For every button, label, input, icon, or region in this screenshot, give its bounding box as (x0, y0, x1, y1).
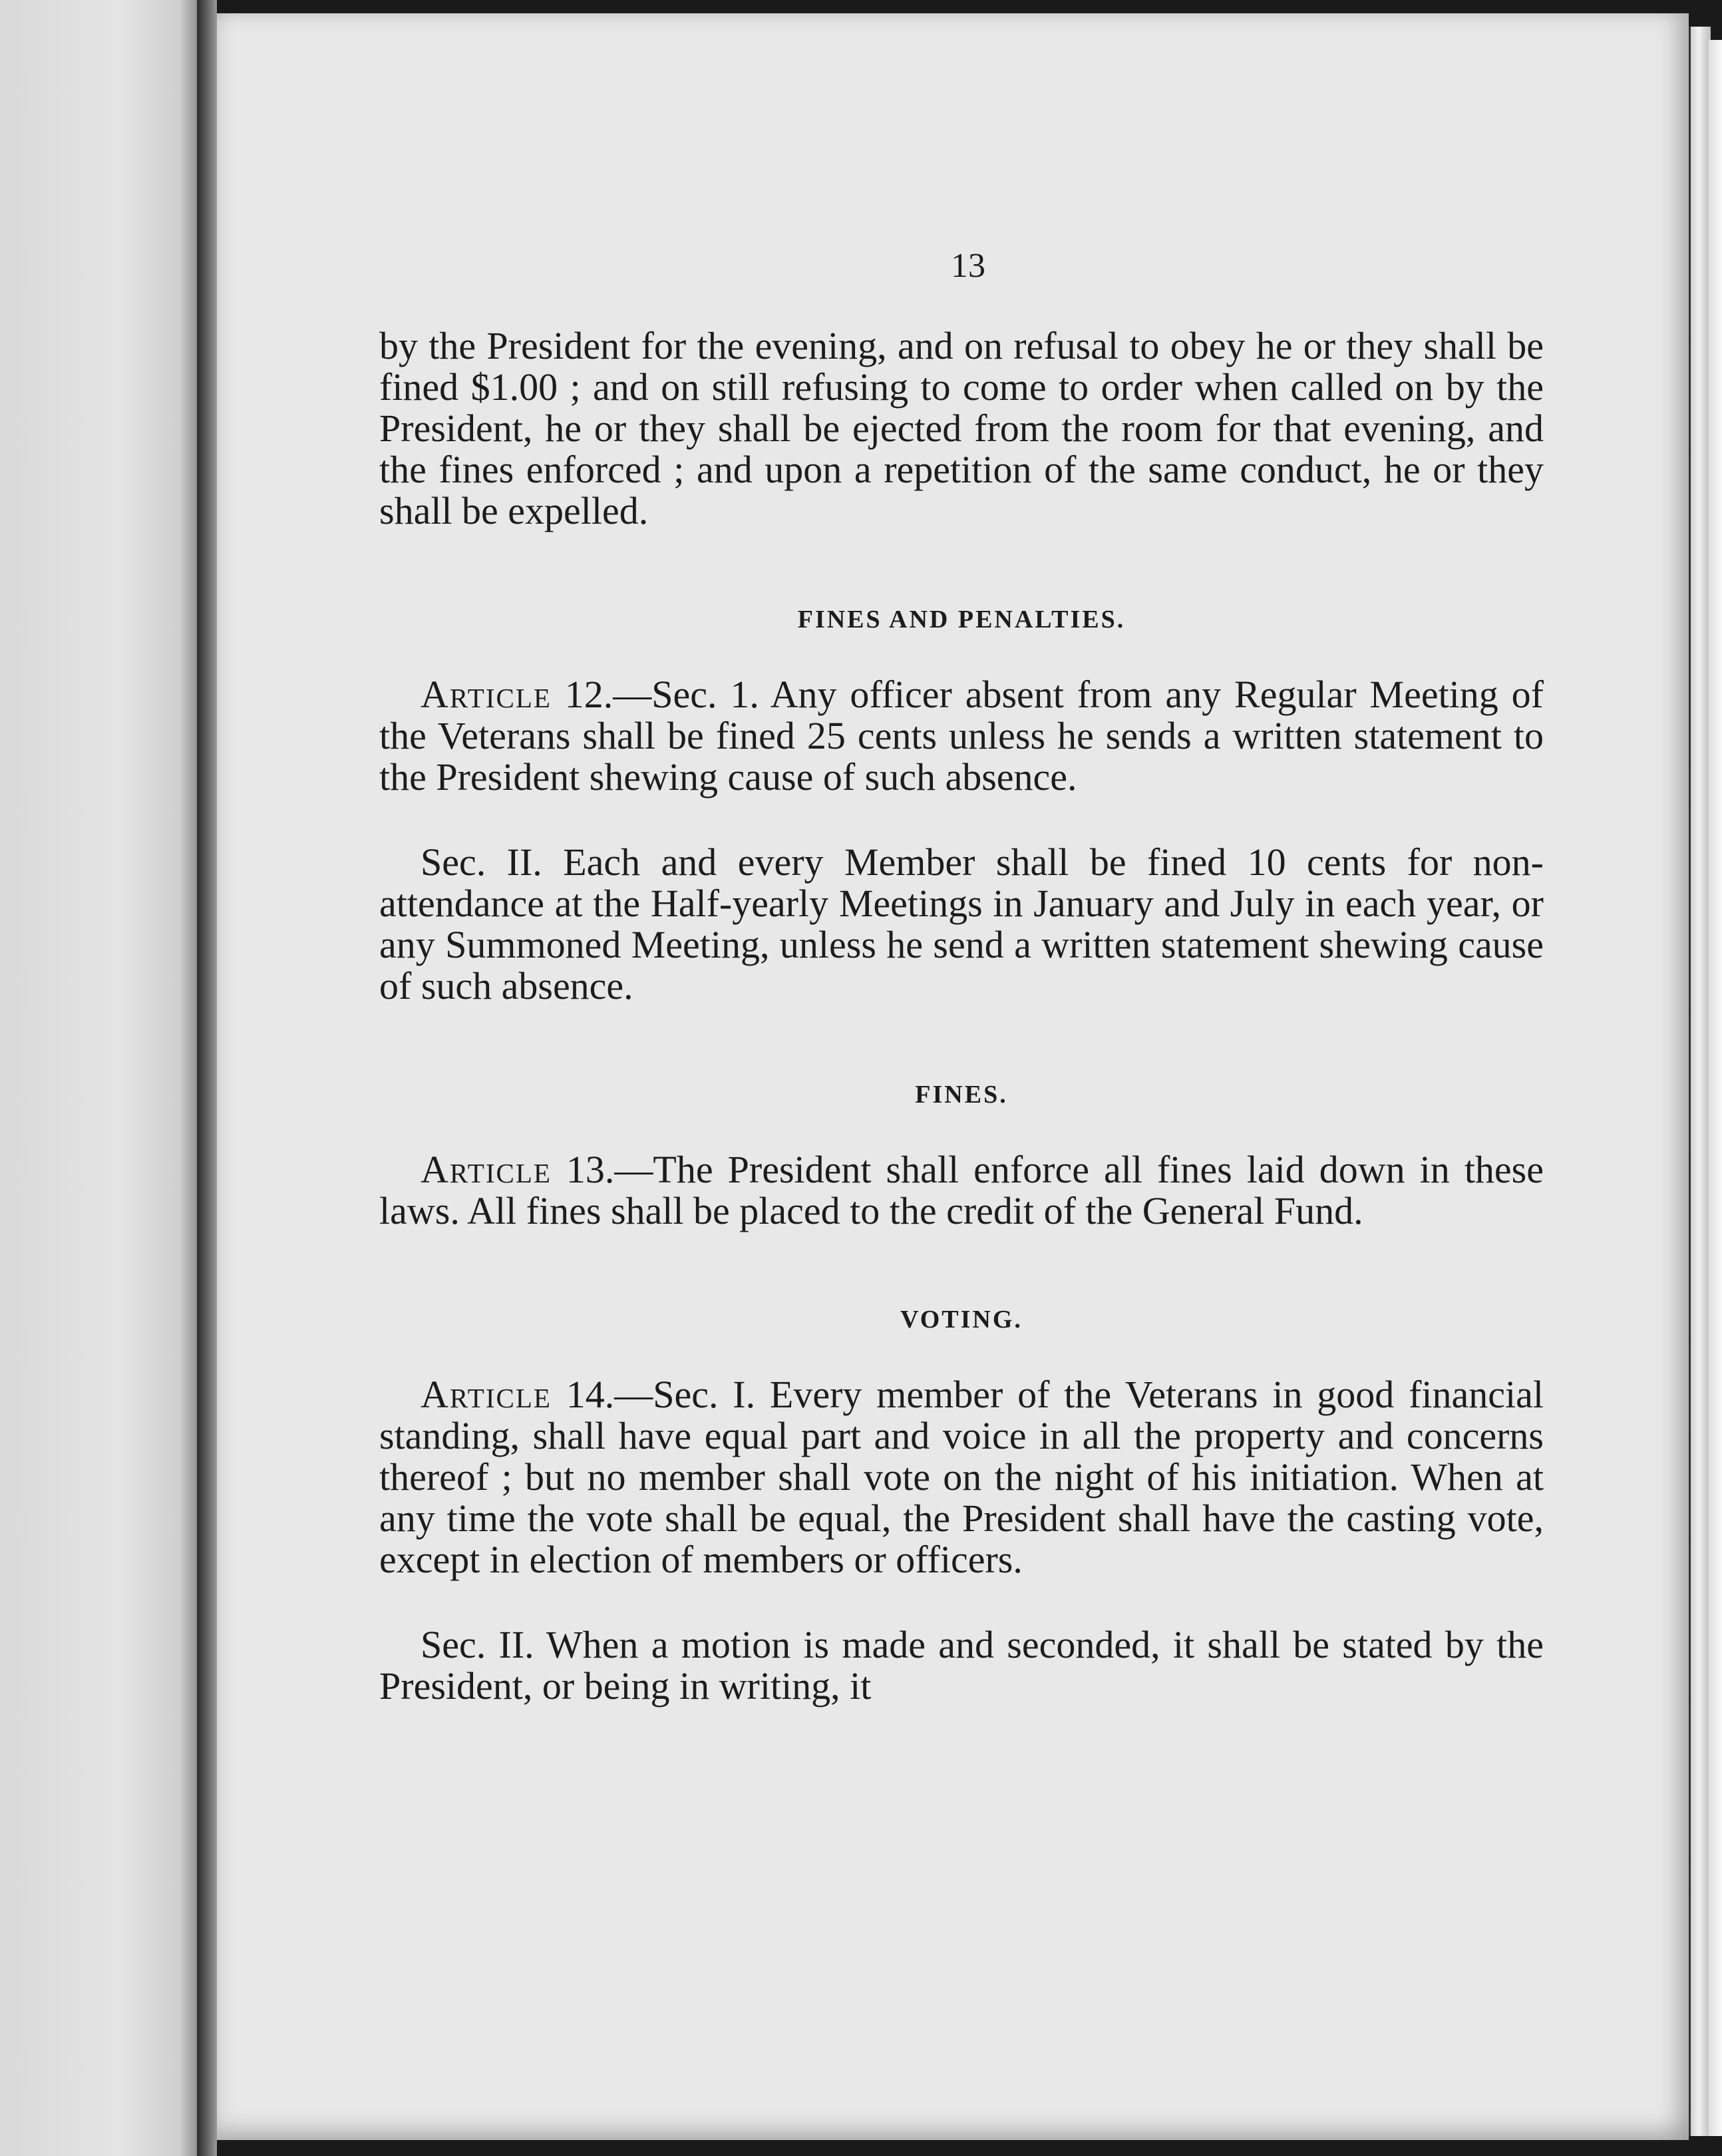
article-12-text: 12.—Sec. 1. Any officer absent from any Regular Meeting of the Veterans shall be fined 25 cents unless he sends a written statement to the President shewing cause of such absence. (379, 673, 1544, 799)
page-number: 13 (951, 247, 985, 285)
article-14-text: 14.—Sec. I. Every member of the Veterans in good financial standing, shall have equal part and voice in all the property and concerns thereof ; but no member shall vote on the night of his initiation. When at any time the vote shall be equal, the President shall have the casting vote, except in election of members or officers. (379, 1373, 1544, 1581)
page-edge (1689, 27, 1711, 2136)
page-edge-outer (1709, 40, 1722, 2136)
left-page-margin (0, 0, 200, 2156)
article-12-paragraph (379, 674, 1544, 798)
page-text-block (379, 246, 1544, 1707)
continued-paragraph: by the President for the evening, and on refusal to obey he or they shall be fined $1.00 ; and on still refusing to come to order when called on by the President, he or they shall be ejected from the room for that evening, and the fines enforced ; and upon a repetition of the same conduct, he or they shall be expelled. (379, 324, 1544, 532)
article-13-paragraph (379, 1149, 1544, 1232)
heading-fines-and-penalties: FINES AND PENALTIES. (797, 606, 1126, 633)
heading-voting: VOTING. (900, 1306, 1023, 1334)
article-label: Article (421, 673, 552, 716)
article-12-section-2: Sec. II. Each and every Member shall be fined 10 cents for non-attendance at the Half-yearly Meetings in January and July in each year, or any Summoned Meeting, unless he send a written statement shewing cause of such absence. (379, 840, 1544, 1007)
article-label: Article (421, 1373, 552, 1416)
heading-fines: FINES. (915, 1081, 1008, 1109)
book-gutter (197, 0, 217, 2156)
article-14-section-2: Sec. II. When a motion is made and seconded, it shall be stated by the President, or being in writing, it (379, 1623, 1544, 1707)
article-13-text: 13.—The President shall enforce all fines laid down in these laws. All fines shall be placed to the credit of the General Fund. (379, 1148, 1544, 1232)
article-14-paragraph (379, 1374, 1544, 1580)
article-label: Article (421, 1148, 552, 1191)
